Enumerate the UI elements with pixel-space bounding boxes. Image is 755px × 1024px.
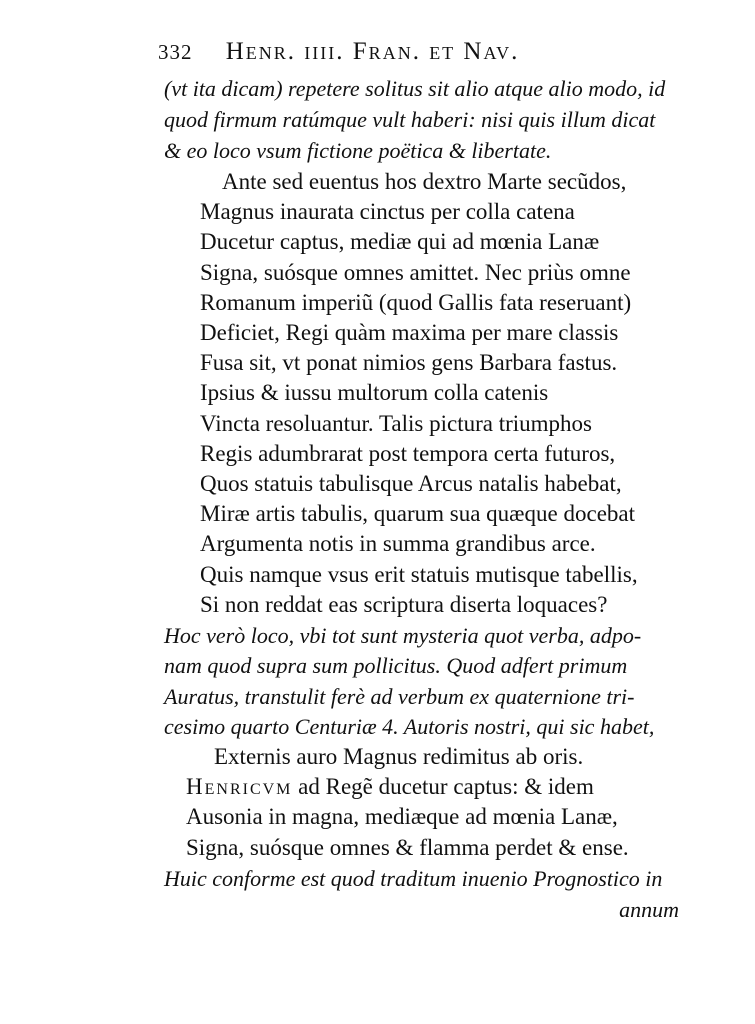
- verse-line-8: Ipsius & iussu multorum colla catenis: [200, 380, 549, 405]
- small-caps-word: Henricvm: [186, 774, 293, 799]
- quote-line-3: Ausonia in magna, mediæque ad mœnia Lanæ,: [186, 804, 618, 829]
- verse-line-2: Magnus inaurata cinctus per colla catena: [200, 199, 575, 224]
- verse-line-6: Deficiet, Regi quàm maxima per mare classis: [200, 320, 619, 345]
- text-line-1: (vt ita dicam) repetere solitus sit alio atque alio modo, id: [164, 76, 666, 101]
- verse-line-15: Si non reddat eas scriptura diserta loquaces?: [200, 592, 608, 617]
- verse-line-9: Vincta resoluantur. Talis pictura triumphos: [200, 411, 592, 436]
- text-line-4: Hoc verò loco, vbi tot sunt mysteria quot verba, adpo-: [164, 623, 642, 648]
- catchword: annum: [619, 897, 679, 922]
- verse-line-3: Ducetur captus, mediæ qui ad mœnia Lanæ: [200, 229, 600, 254]
- quote-line-1: Externis auro Magnus redimitus ab oris.: [214, 744, 584, 769]
- page-header: [158, 38, 698, 74]
- quote-line-4: Signa, suósque omnes & flamma perdet & ense.: [186, 835, 629, 860]
- verse-line-12: Miræ artis tabulis, quarum sua quæque docebat: [200, 501, 636, 526]
- verse-line-7: Fusa sit, vt ponat nimios gens Barbara fastus.: [200, 350, 618, 375]
- verse-line-1: Ante sed euentus hos dextro Marte secũdos,: [222, 169, 627, 194]
- quote-line-2-text: ad Regẽ ducetur captus: & idem: [298, 774, 594, 799]
- verse-line-10: Regis adumbrarat post tempora certa futuros,: [200, 441, 616, 466]
- quote-line-2: [186, 772, 594, 802]
- verse-line-5: Romanum imperiũ (quod Gallis fata reseruant): [200, 290, 632, 315]
- verse-line-14: Quis namque vsus erit statuis mutisque tabellis,: [200, 562, 638, 587]
- verse-line-4: Signa, suósque omnes amittet. Nec priùs omne: [200, 260, 631, 285]
- text-line-6: Auratus, transtulit ferè ad verbum ex quaternione tri-: [164, 684, 635, 709]
- text-line-7: cesimo quarto Centuriæ 4. Autoris nostri, qui sic habet,: [164, 714, 655, 739]
- verse-line-13: Argumenta notis in summa grandibus arce.: [200, 531, 596, 556]
- text-line-2: quod firmum ratúmque vult haberi: nisi quis illum dicat: [164, 107, 656, 132]
- text-line-5: nam quod supra sum pollicitus. Quod adfert primum: [164, 653, 628, 678]
- page-number: 332: [158, 40, 193, 64]
- running-title: Henr. iiii. Fran. et Nav.: [225, 38, 520, 65]
- text-line-8: Huic conforme est quod traditum inuenio Prognostico in: [164, 866, 663, 891]
- verse-line-11: Quos statuis tabulisque Arcus natalis habebat,: [200, 471, 622, 496]
- text-line-3: & eo loco vsum fictione poëtica & libertate.: [164, 138, 552, 163]
